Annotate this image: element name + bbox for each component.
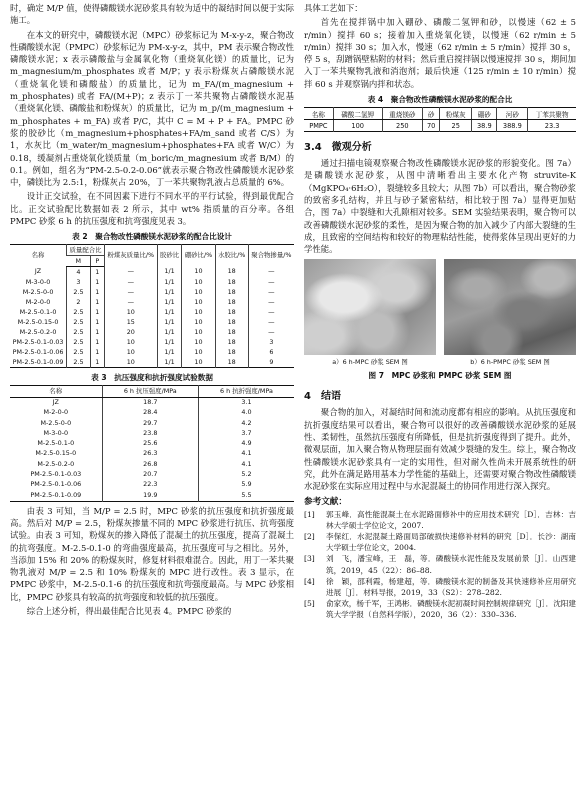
table-cell: 6 — [248, 347, 294, 357]
reference-item — [304, 598, 576, 620]
table-row — [304, 120, 576, 132]
table-cell: 1 — [90, 347, 104, 357]
table-header-cell: 磷酸二氢钾 — [333, 108, 382, 120]
table-cell: 70 — [423, 120, 440, 132]
table-4-caption: 表 4 聚合物改性磷酸镁水泥砂浆的配合比 — [367, 95, 513, 105]
table-4 — [304, 107, 576, 132]
table-cell: 19.9 — [102, 490, 198, 501]
table-cell: 20 — [104, 327, 157, 337]
right-column — [304, 2, 576, 621]
table-row — [10, 439, 294, 449]
table-cell: — — [104, 267, 157, 278]
table-cell: 18 — [215, 337, 248, 347]
table-cell: 5.2 — [198, 470, 294, 480]
table-cell: — — [248, 277, 294, 287]
table-cell: 2.5 — [67, 357, 91, 368]
reference-text: 俞家欢，杨千军，王鸿彬．磷酸镁水泥初凝时间控制规律研究［J］．沈阳建筑大学学报（自然科学版），2020，36（2）：330–336. — [326, 599, 576, 620]
table-cell: 1 — [90, 327, 104, 337]
table-cell: 10 — [182, 357, 215, 368]
table-cell: 10 — [182, 327, 215, 337]
table-row — [10, 429, 294, 439]
t2-head-p: P — [90, 256, 104, 267]
t3-head-compressive: 6 h 抗压强度/MPa — [102, 386, 198, 397]
section-heading: 3.4 微观分析 — [304, 142, 372, 154]
table-cell: 2.5 — [67, 347, 91, 357]
table-cell: 18 — [215, 307, 248, 317]
table-cell: M-2.5-0.15-0 — [35, 449, 77, 458]
table-cell: 10 — [182, 317, 215, 327]
table-row — [10, 277, 294, 287]
table-cell: 10 — [182, 287, 215, 297]
table-cell: PMPC — [309, 121, 328, 130]
figure-7 — [304, 259, 576, 366]
table-cell: 2.5 — [67, 307, 91, 317]
table-cell: — — [104, 297, 157, 307]
table-cell: M-2-0-0 — [25, 297, 51, 306]
t2-head-cs: 胶砂比 — [157, 245, 182, 267]
table-cell: M-2.5-0.2-0 — [19, 327, 57, 336]
table-cell: M-2.5-0-0 — [40, 418, 72, 427]
table-cell: M-2.5-0.1-0 — [19, 307, 57, 316]
table-cell: 100 — [333, 120, 382, 132]
table-cell: 4.2 — [198, 418, 294, 428]
table-cell: 1/1 — [157, 357, 182, 368]
table-cell: JZ — [52, 397, 59, 406]
table-cell: 25 — [440, 120, 472, 132]
table-row — [10, 449, 294, 459]
table-cell: PM-2.5-0.1-0.03 — [30, 470, 82, 479]
paragraph: 首先在搅拌锅中加入硼砂、磷酸二氢钾和砂，以慢速（62 ± 5 r/min）搅拌 60 s；接着加入重烧氧化镁，以慢速（62 r/min ± 5 r/min）搅拌 30 s；加入水，慢速（62 r/min ± 5 r/min）搅拌 30 s，停 5 s，刮蹭锅壁粘附的材料；然后重启搅拌锅以慢速搅拌 30 s，期间加入丁一苯共聚物乳液和消泡剂；最后快速（125 r/min ± 10 r/min）搅拌 60 s 并观察锅内拌和状态。 — [304, 17, 576, 89]
reference-item — [304, 576, 576, 598]
t2-head-wc: 水胶比/% — [215, 245, 248, 267]
table-cell: M-2-0-0 — [43, 408, 69, 417]
table-cell: 18 — [215, 297, 248, 307]
table-cell: 1/1 — [157, 337, 182, 347]
table-cell: 18 — [215, 287, 248, 297]
table-cell: 250 — [382, 120, 422, 132]
table-row — [10, 297, 294, 307]
table-cell: 3 — [248, 337, 294, 347]
table-header-cell: 砂 — [423, 108, 440, 120]
table-row — [10, 408, 294, 418]
table-cell: 1 — [90, 337, 104, 347]
table-cell: 1/1 — [157, 327, 182, 337]
table-cell: 4.9 — [198, 439, 294, 449]
table-cell: PM-2.5-0.1-0.06 — [12, 347, 64, 356]
paragraph: 由表 3 可知，当 M/P = 2.5 时，MPC 砂浆的抗压强度和抗折强度最高。然后对 M/P = 2.5，粉煤灰掺量不同的 MPC 砂浆进行抗压、抗弯强度试验。由表 3 可知，粉煤灰的掺入降低了混凝土的抗压强度，提高了混凝土的抗弯强度。M-2.5-0.1-0 的弯曲强度最高，抗压强度可与之相比。另外，当添加 15% 和 20% 的粉煤灰时，修复材料很难混合。因此，用丁一苯共聚物乳液对 M/P = 2.5 和 10% 粉煤灰的 MPC 进行改性。表 3 显示，在 PMPC 砂浆中，M-2.5-0.1-6 的抗压强度和抗弯强度最高。与 MPC 砂浆相比，PMPC 砂浆具有较高的抗弯强度和较低的抗压强度。 — [10, 505, 294, 602]
t2-head-fa: 粉煤灰质量比/% — [104, 245, 157, 267]
table-row — [10, 267, 294, 278]
table-cell: 10 — [182, 297, 215, 307]
table-cell: 1/1 — [157, 297, 182, 307]
table-header-cell: 丁苯共聚物 — [528, 108, 576, 120]
table-header-cell: 名称 — [304, 108, 333, 120]
reference-number: [5] — [304, 599, 315, 609]
reference-number: [4] — [304, 576, 315, 586]
table-row — [10, 418, 294, 428]
table-cell: 18 — [215, 357, 248, 368]
references-title: 参考文献： — [304, 496, 347, 507]
table-cell: 1/1 — [157, 277, 182, 287]
table-cell: 1 — [90, 267, 104, 278]
table-row — [10, 287, 294, 297]
table-cell: JZ — [34, 267, 42, 276]
paragraph: 设计正交试验，在不同因素下进行不同水平的平行试验，得到最优配合比。正交试验配比数据如表 2 所示，其中 wt% 指质量的百分率。各组 PMPC 砂浆 6 h 的抗压强度和抗弯强度见表 3。 — [10, 191, 294, 227]
table-cell: 20.7 — [102, 470, 198, 480]
table-cell: 1/1 — [157, 307, 182, 317]
table-cell: 18 — [215, 327, 248, 337]
figure-7b-caption: b）6 h-PMPC 砂浆 SEM 图 — [470, 358, 550, 367]
table-row — [10, 490, 294, 501]
table-cell: 2.5 — [67, 287, 91, 297]
table-cell: 18 — [215, 317, 248, 327]
table-cell: 23.3 — [528, 120, 576, 132]
table-cell: 388.9 — [497, 120, 528, 132]
paragraph: 具体工艺如下： — [304, 3, 363, 13]
table-row — [10, 327, 294, 337]
figure-7a — [304, 259, 436, 366]
section-heading: 4 结语 — [304, 391, 341, 403]
left-column — [10, 2, 294, 619]
table-cell: 3.1 — [198, 397, 294, 408]
table-cell: 2.5 — [67, 327, 91, 337]
table-row — [10, 347, 294, 357]
paragraph: 聚合物的加入，对凝结时间和流动度都有相应的影响。从抗压强度和抗折强度结果可以看出，聚合物可以很好的改善磷酸镁水泥砂浆的延展性、柔韧性，虽然抗压强度有所降低，但是抗折强度得到了提升。此外，微观层面，加入聚合物从物理层面有效减少裂缝的发生。综上，聚合物改性磷酸镁水泥砂浆具有一定的实用性，但对耐久性尚未开展系统性的研究，此外在满足路用基本力学性能的基础上，还需要对聚合物改性磷酸镁水泥砂浆在实际应用过程中与水泥混凝土的协同作用进行深入探究。 — [304, 407, 576, 492]
table-cell: 2.5 — [67, 317, 91, 327]
table-cell: — — [248, 307, 294, 317]
table-row — [10, 317, 294, 327]
table-cell: 4 — [67, 267, 91, 278]
table-cell: 10 — [182, 337, 215, 347]
t2-head-poly: 聚合物掺量/% — [248, 245, 294, 267]
figure-7-caption: 图 7 MPC 砂浆和 PMPC 砂浆 SEM 图 — [368, 371, 512, 381]
table-cell: 15 — [104, 317, 157, 327]
table-cell: 1 — [90, 277, 104, 287]
reference-number: [2] — [304, 531, 315, 541]
table-cell: 10 — [104, 337, 157, 347]
table-cell: 1 — [90, 307, 104, 317]
table-cell: 1 — [90, 297, 104, 307]
table-cell: M-2.5-0.2-0 — [37, 459, 75, 468]
table-cell: 18 — [215, 267, 248, 278]
table-cell: PM-2.5-0.1-0.09 — [12, 357, 64, 366]
t2-head-name: 名称 — [31, 251, 45, 260]
paragraph: 时，确定 M/P 值，使得磷酸镁水泥砂浆具有较为适中的凝结时间以便于实际施工。 — [10, 3, 294, 26]
table-3-caption: 表 3 抗压强度和抗折强度试验数据 — [91, 373, 213, 383]
reference-text: 刘 飞，潘宝峰，王 磊，等．磷酸镁水泥性能及发展前景［J］．山西建筑，2019，45（22）：86–88. — [326, 554, 576, 575]
table-row — [10, 459, 294, 469]
table-cell: 1 — [90, 287, 104, 297]
table-3 — [10, 385, 294, 501]
table-cell: 18 — [215, 347, 248, 357]
table-cell: 25.6 — [102, 439, 198, 449]
table-cell: — — [248, 267, 294, 278]
table-cell: 18.7 — [102, 397, 198, 408]
table-cell: — — [248, 327, 294, 337]
table-cell: — — [248, 317, 294, 327]
table-cell: 2.5 — [67, 337, 91, 347]
reference-text: 徐 颖，邵利霞，杨建超，等．磷酸镁水泥的制备及其快速修补应用研究进展［J］．材料导报，2019，33（S2）：278–282. — [326, 576, 576, 597]
t2-head-borax: 硼砂比/% — [182, 245, 215, 267]
table-cell: M-2.5-0.15-0 — [17, 317, 59, 326]
reference-item — [304, 553, 576, 575]
reference-number: [1] — [304, 509, 315, 519]
reference-number: [3] — [304, 554, 315, 564]
table-cell: 4.1 — [198, 449, 294, 459]
table-row — [10, 397, 294, 408]
table-cell: 1/1 — [157, 317, 182, 327]
figure-7b — [444, 259, 576, 366]
table-cell: 10 — [104, 347, 157, 357]
table-cell: PM-2.5-0.1-0.06 — [30, 480, 82, 489]
reference-text: 郭玉峰．高性能混凝土在水泥路面修补中的应用技术研究［D］．吉林：吉林大学硕士学位论文，2007. — [326, 509, 576, 530]
t2-head-m: M — [67, 256, 91, 267]
figure-7a-caption: a）6 h-MPC 砂浆 SEM 图 — [332, 358, 408, 367]
table-header-cell: 粉煤灰 — [440, 108, 472, 120]
table-cell: 3 — [67, 277, 91, 287]
table-cell: 4.1 — [198, 459, 294, 469]
table-cell: 1/1 — [157, 287, 182, 297]
table-cell: 29.7 — [102, 418, 198, 428]
paragraph: 综合上述分析，得出最佳配合比见表 4。PMPC 砂浆的 — [26, 605, 232, 616]
table-cell: 10 — [182, 347, 215, 357]
table-cell: 1/1 — [157, 347, 182, 357]
reference-item — [304, 509, 576, 531]
table-cell: 5.5 — [198, 490, 294, 501]
table-cell: — — [248, 287, 294, 297]
table-cell: M-3-0-0 — [43, 428, 69, 437]
table-cell: 4.0 — [198, 408, 294, 418]
table-cell: — — [104, 277, 157, 287]
table-cell: 28.4 — [102, 408, 198, 418]
table-row — [10, 470, 294, 480]
table-row — [10, 480, 294, 490]
paragraph: 通过扫描电镜观察聚合物改性磷酸镁水泥砂浆的形貌变化。图 7a）是磷酸镁水泥砂浆，从图中清晰看出主要水化产物 struvite-K（MgKPO₄·6H₂O），裂缝较多且较大；从图 7b）可以看出，聚合物砂浆的致密多孔结构，并且与砂子紧密粘结，相比较于图 7a）显得更加贴合，图 7a）中裂缝和大孔隙相对较多。SEM 实验结果表明，聚合物可以改善磷酸镁水泥砂浆的柔性，是因为聚合物的加入减少了内部大裂缝的生成，且致密的空间结构和较好的物理粘结性能，使得浆体呈现出更好的力学性能。 — [304, 158, 576, 255]
table-cell: 1 — [90, 357, 104, 368]
table-cell: 10 — [182, 307, 215, 317]
table-cell: 9 — [248, 357, 294, 368]
t2-head-mix: 质量配合比 — [67, 245, 105, 256]
table-row — [10, 337, 294, 347]
sem-image-mpc — [304, 259, 436, 355]
table-cell: M-3-0-0 — [25, 277, 51, 286]
table-cell: 38.9 — [472, 120, 497, 132]
reference-item — [304, 531, 576, 553]
table-cell: — — [248, 297, 294, 307]
table-2-caption: 表 2 聚合物改性磷酸镁水泥砂浆的配合比设计 — [72, 232, 232, 242]
table-cell: 26.3 — [102, 449, 198, 459]
table-cell: M-2.5-0-0 — [22, 287, 54, 296]
table-cell: PM-2.5-0.1-0.09 — [30, 490, 82, 499]
table-cell: 10 — [104, 357, 157, 368]
t3-head-flexural: 6 h 抗折强度/MPa — [198, 386, 294, 397]
paragraph: 在本文的研究中，磷酸镁水泥（MPC）砂浆标记为 M-x-y-z，聚合物改性磷酸镁水泥（PMPC）砂浆标记为 PM-x-y-z，其中，PM 表示聚合物改性磷酸镁水泥；x 表示磷酸盐与金属氧化物（重烧氧化镁）的质量比，记为 m_magnesium/m_phosphates 或者 M/P；y 表示粉煤灰占磷酸镁水泥（重烧氧化镁和磷酸盐）的质量比，记为 m_FA/(m_magnesium + m_phosphates) 或者 FA/(M+P)；z 表示丁一苯共聚物占磷酸镁水泥基（重烧氧化镁、磷酸盐和粉煤灰）的质量比，记为 m_p/(m_magnesium + m_phosphates + m_FA) 或者 P/C，其中 C = M + P + FA。PMPC 砂浆的胶砂比（m_magnesium+phosphates+FA/m_sand 或者 C/S）为 1，水灰比（m_water/m_magnesium+phosphates+FA 或者 W/C）为 0.18，缓凝剂占重烧氧化镁质量（m_boric/m_magnesium 或者 B/M）的 0.1。例如，组名为“PM-2.5-0.2-0.06”就表示聚合物改性磷酸镁水泥砂浆中，磷镁比为 2.5:1，粉煤灰占 20%，丁一苯共聚物乳液占总质量的 6%。 — [10, 29, 294, 188]
table-cell: 10 — [182, 267, 215, 278]
table-cell: 1 — [90, 317, 104, 327]
table-cell: 10 — [104, 307, 157, 317]
table-cell: 10 — [182, 277, 215, 287]
table-cell: 23.8 — [102, 429, 198, 439]
table-row — [10, 307, 294, 317]
table-header-cell: 硼砂 — [472, 108, 497, 120]
table-header-cell: 河砂 — [497, 108, 528, 120]
table-cell: — — [104, 287, 157, 297]
table-cell: 2 — [67, 297, 91, 307]
table-cell: 3.7 — [198, 429, 294, 439]
table-2 — [10, 244, 294, 368]
table-cell: 22.3 — [102, 480, 198, 490]
table-cell: 5.9 — [198, 480, 294, 490]
reference-text: 李保红．水泥混凝土路面局部破损快速修补材料的研究［D］．长沙：湖南大学硕士学位论文，2004. — [326, 531, 576, 553]
table-cell: 26.8 — [102, 459, 198, 469]
table-cell: PM-2.5-0.1-0.03 — [12, 337, 64, 346]
table-header-cell: 重烧镁砂 — [382, 108, 422, 120]
table-row — [10, 357, 294, 368]
table-cell: 1/1 — [157, 267, 182, 278]
table-cell: M-2.5-0.1-0 — [37, 439, 75, 448]
table-cell: 18 — [215, 277, 248, 287]
references-list — [304, 509, 576, 621]
t3-head-name: 名称 — [10, 386, 102, 397]
sem-image-pmpc — [444, 259, 576, 355]
